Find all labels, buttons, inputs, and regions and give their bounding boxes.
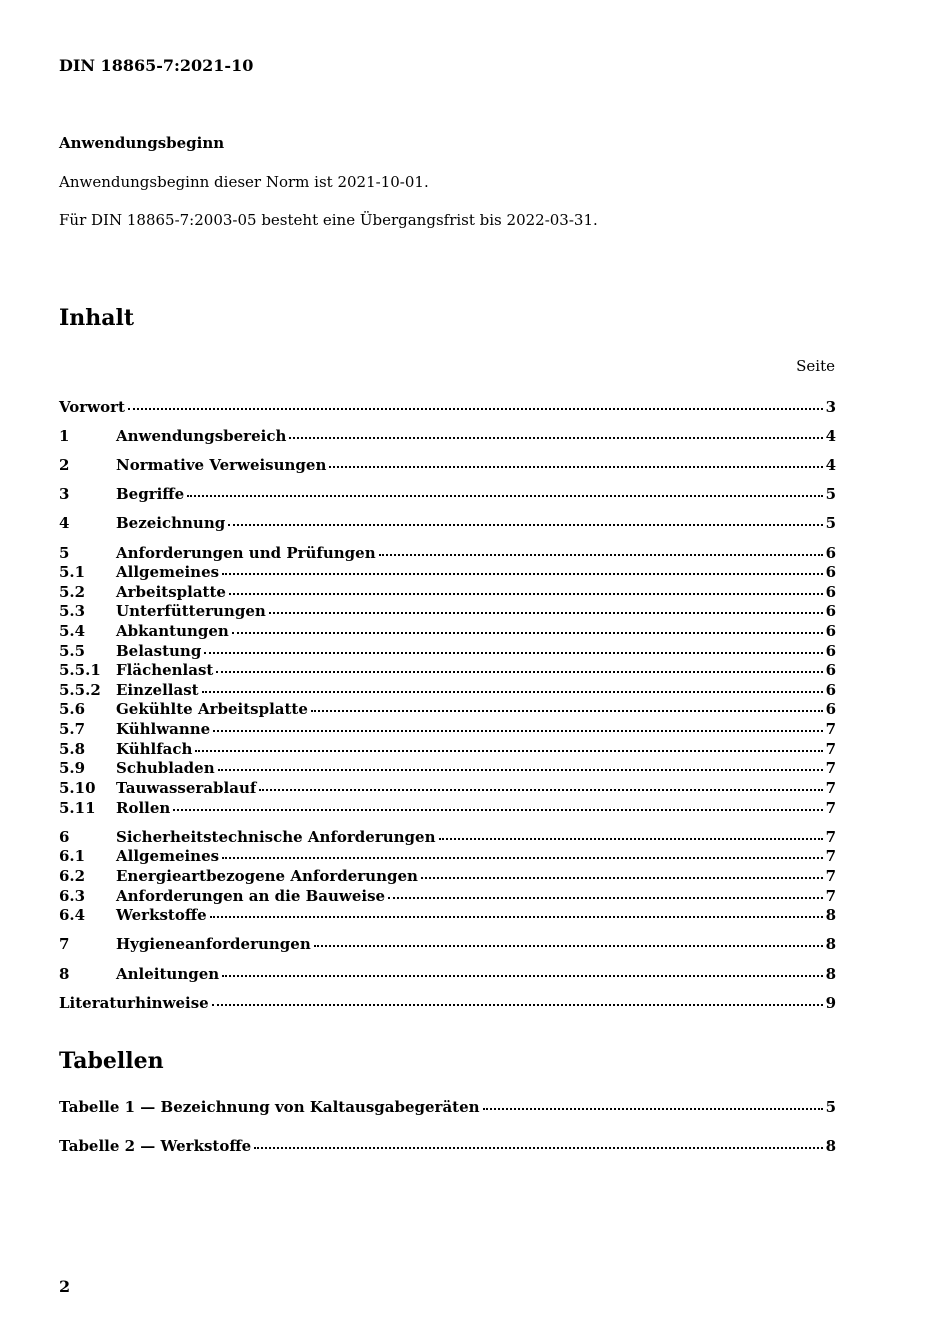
toc-page: 3 xyxy=(825,398,836,416)
toc-page: 4 xyxy=(825,427,836,445)
anwendungsbeginn-heading: Anwendungsbeginn xyxy=(59,134,225,152)
dot-leader xyxy=(173,795,822,811)
toc-title: Anforderungen und Prüfungen xyxy=(116,544,376,562)
toc-title: Allgemeines xyxy=(116,847,220,865)
toc-number: 5.4 xyxy=(59,622,86,640)
transition-period-paragraph: Für DIN 18865-7:2003-05 besteht eine Übergangsfrist bis 2022-03-31. xyxy=(59,211,598,229)
toc-page: 7 xyxy=(825,887,836,905)
dot-leader xyxy=(213,716,822,732)
dot-leader xyxy=(222,961,822,977)
toc-page: 6 xyxy=(825,661,836,679)
toc-title: Hygieneanforderungen xyxy=(116,935,311,953)
dot-leader xyxy=(228,510,822,526)
toc-page: 6 xyxy=(825,563,836,581)
toc-entry[interactable] xyxy=(59,600,836,620)
dot-leader xyxy=(229,579,823,595)
toc-number: 8 xyxy=(59,965,70,983)
toc-title: Normative Verweisungen xyxy=(116,456,327,474)
toc-title: Flächenlast xyxy=(116,661,214,679)
toc-title: Einzellast xyxy=(116,681,199,699)
toc-title: Anforderungen an die Bauweise xyxy=(116,887,386,905)
dot-leader xyxy=(210,902,823,918)
toc-entry[interactable] xyxy=(59,718,836,738)
toc-entry[interactable] xyxy=(59,845,836,865)
toc-entry[interactable] xyxy=(59,797,836,817)
dot-leader xyxy=(421,863,823,879)
toc-entry[interactable] xyxy=(59,620,836,640)
toc-page: 7 xyxy=(825,867,836,885)
dot-leader xyxy=(289,423,822,439)
toc-number: 6 xyxy=(59,828,70,846)
toc-number: 6.2 xyxy=(59,867,86,885)
table-entry-page: 5 xyxy=(825,1098,836,1116)
toc-title: Energieartbezogene Anforderungen xyxy=(116,867,418,885)
toc-number: 5.5.2 xyxy=(59,681,101,699)
toc-number: 5.9 xyxy=(59,759,86,777)
toc-entry-vorwort[interactable] xyxy=(59,396,836,416)
table-entry-title: Tabelle 2 — Werkstoffe xyxy=(59,1137,252,1155)
toc-title: Unterfütterungen xyxy=(116,602,266,620)
toc-title: Gekühlte Arbeitsplatte xyxy=(116,700,308,718)
page-column-label: Seite xyxy=(796,357,835,375)
toc-entry[interactable] xyxy=(59,963,836,983)
toc-title: Kühlwanne xyxy=(116,720,211,738)
toc-number: 7 xyxy=(59,935,70,953)
toc-entry[interactable] xyxy=(59,561,836,581)
dot-leader xyxy=(314,931,823,947)
dot-leader xyxy=(202,677,823,693)
toc-page: 6 xyxy=(825,681,836,699)
toc-page: 8 xyxy=(825,965,836,983)
dot-leader xyxy=(218,755,823,771)
toc-entry[interactable] xyxy=(59,454,836,474)
toc-page: 7 xyxy=(825,740,836,758)
dot-leader xyxy=(216,657,822,673)
toc-page: 7 xyxy=(825,759,836,777)
toc-page: 7 xyxy=(825,828,836,846)
toc-number: 6.4 xyxy=(59,906,86,924)
toc-title: Belastung xyxy=(116,642,202,660)
toc-number: 5.11 xyxy=(59,799,96,817)
toc-heading: Inhalt xyxy=(59,305,135,331)
dot-leader xyxy=(195,736,822,752)
dot-leader xyxy=(222,559,822,575)
toc-page: 7 xyxy=(825,779,836,797)
toc-title: Literaturhinweise xyxy=(59,994,209,1012)
toc-title: Arbeitsplatte xyxy=(116,583,226,601)
dot-leader xyxy=(254,1133,822,1149)
toc-title: Kühlfach xyxy=(116,740,193,758)
toc-page: 5 xyxy=(825,485,836,503)
toc-page: 6 xyxy=(825,642,836,660)
toc-entry[interactable] xyxy=(59,933,836,953)
toc-page: 4 xyxy=(825,456,836,474)
dot-leader xyxy=(222,843,822,859)
toc-page: 9 xyxy=(825,994,836,1012)
toc-number: 5.3 xyxy=(59,602,86,620)
dot-leader xyxy=(212,990,823,1006)
toc-title: Schubladen xyxy=(116,759,215,777)
table-list-entry[interactable] xyxy=(59,1096,836,1116)
toc-page: 8 xyxy=(825,935,836,953)
toc-title: Sicherheitstechnische Anforderungen xyxy=(116,828,436,846)
toc-number: 5.5 xyxy=(59,642,86,660)
toc-title: Anwendungsbereich xyxy=(116,427,287,445)
toc-entry-literaturhinweise[interactable] xyxy=(59,992,836,1012)
toc-entry[interactable] xyxy=(59,757,836,777)
toc-title: Tauwasserablauf xyxy=(116,779,257,797)
toc-page: 6 xyxy=(825,583,836,601)
toc-entry[interactable] xyxy=(59,512,836,532)
dot-leader xyxy=(329,452,822,468)
toc-entry[interactable] xyxy=(59,483,836,503)
toc-number: 2 xyxy=(59,456,70,474)
dot-leader xyxy=(439,824,823,840)
toc-number: 5.2 xyxy=(59,583,86,601)
toc-title: Anleitungen xyxy=(116,965,220,983)
toc-title: Vorwort xyxy=(59,398,125,416)
table-list-entry[interactable] xyxy=(59,1135,836,1155)
dot-leader xyxy=(269,598,823,614)
toc-entry[interactable] xyxy=(59,777,836,797)
table-entry-title: Tabelle 1 — Bezeichnung von Kaltausgabegeräten xyxy=(59,1098,480,1116)
toc-number: 5.10 xyxy=(59,779,96,797)
toc-page: 7 xyxy=(825,720,836,738)
toc-title: Allgemeines xyxy=(116,563,220,581)
toc-number: 4 xyxy=(59,514,70,532)
dot-leader xyxy=(187,481,822,497)
tables-heading: Tabellen xyxy=(59,1048,164,1074)
toc-number: 3 xyxy=(59,485,70,503)
toc-number: 5.6 xyxy=(59,700,86,718)
toc-entry[interactable] xyxy=(59,904,836,924)
toc-title: Begriffe xyxy=(116,485,185,503)
toc-entry[interactable] xyxy=(59,425,836,445)
dot-leader xyxy=(483,1094,823,1110)
dot-leader xyxy=(259,775,822,791)
dot-leader xyxy=(388,883,823,899)
toc-number: 5.5.1 xyxy=(59,661,101,679)
toc-title: Werkstoffe xyxy=(116,906,207,924)
table-entry-page: 8 xyxy=(825,1137,836,1155)
toc-page: 7 xyxy=(825,799,836,817)
toc-page: 7 xyxy=(825,847,836,865)
toc-entry[interactable] xyxy=(59,659,836,679)
toc-title: Abkantungen xyxy=(116,622,229,640)
page-number: 2 xyxy=(59,1277,71,1296)
toc-page: 6 xyxy=(825,700,836,718)
anwendungsbeginn-paragraph: Anwendungsbeginn dieser Norm ist 2021-10-01. xyxy=(59,173,429,191)
toc-page: 6 xyxy=(825,602,836,620)
dot-leader xyxy=(128,394,823,410)
toc-title: Rollen xyxy=(116,799,171,817)
document-id: DIN 18865-7:2021-10 xyxy=(59,56,254,75)
toc-entry[interactable] xyxy=(59,698,836,718)
toc-number: 5.1 xyxy=(59,563,86,581)
toc-number: 6.1 xyxy=(59,847,86,865)
toc-page: 6 xyxy=(825,544,836,562)
toc-number: 5.8 xyxy=(59,740,86,758)
toc-title: Bezeichnung xyxy=(116,514,226,532)
dot-leader xyxy=(232,618,823,634)
dot-leader xyxy=(311,696,823,712)
toc-number: 6.3 xyxy=(59,887,86,905)
toc-page: 5 xyxy=(825,514,836,532)
dot-leader xyxy=(204,638,822,654)
toc-number: 1 xyxy=(59,427,70,445)
dot-leader xyxy=(379,540,823,556)
toc-number: 5 xyxy=(59,544,70,562)
toc-number: 5.7 xyxy=(59,720,86,738)
toc-page: 8 xyxy=(825,906,836,924)
toc-entry[interactable] xyxy=(59,865,836,885)
toc-page: 6 xyxy=(825,622,836,640)
